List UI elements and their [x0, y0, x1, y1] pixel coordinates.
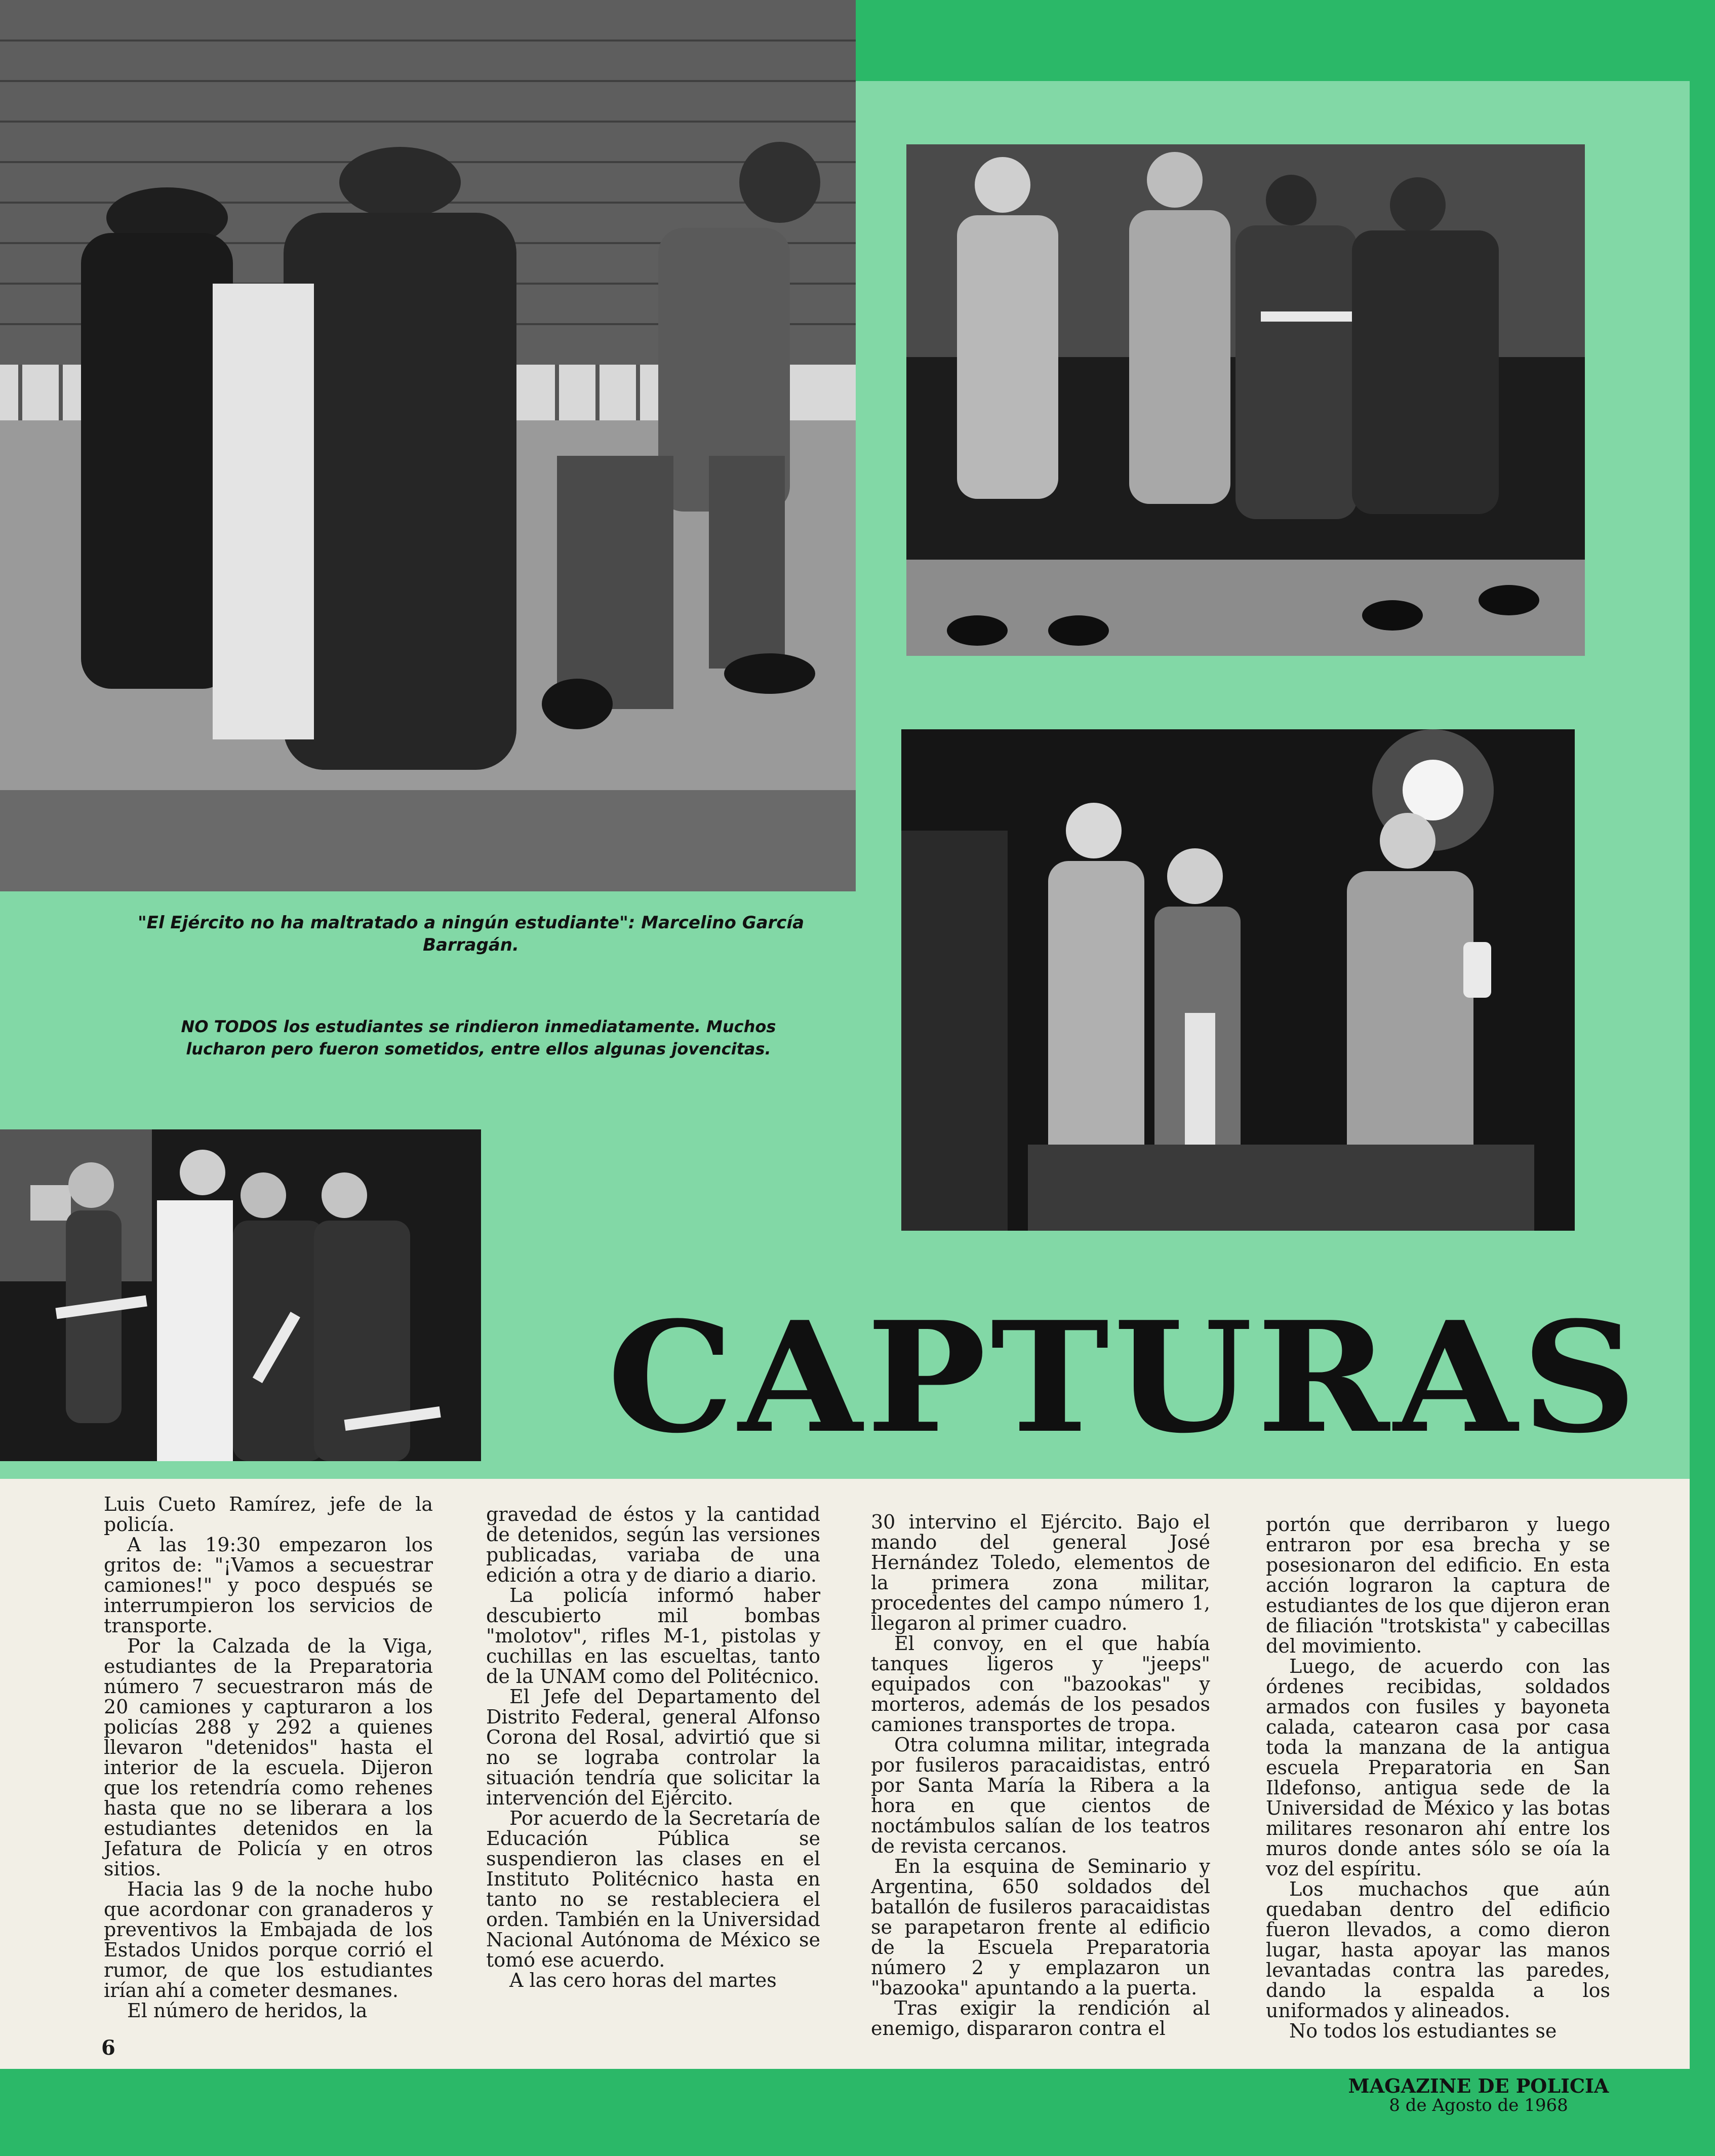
paragraph: A las 19:30 empezaron los gritos de: "¡Vamos a secuestrar camiones!" y poco después se interrumpieron los servicios de transporte.	[104, 1534, 433, 1637]
magazine-footer	[1332, 2076, 1625, 2115]
article-column-2	[486, 1504, 820, 1990]
photo-soldiers-night-struggle	[906, 144, 1585, 656]
article-column-4	[1266, 1514, 1610, 2041]
article-title: CAPTURAS	[607, 1288, 1641, 1467]
paragraph: Hacia las 9 de la noche hubo que acordonar con granaderos y preventivos la Embajada de los Estados Unidos porque corrió el rumor, de que los estudiantes irían ahí a cometer desmanes.	[104, 1878, 433, 2002]
paragraph: Luis Cueto Ramírez, jefe de la policía.	[104, 1493, 433, 1536]
paragraph: A las cero horas del martes	[509, 1969, 777, 1991]
page-number: 6	[101, 2036, 115, 2060]
green-top-strip	[856, 0, 1715, 81]
green-right-border	[1690, 0, 1715, 2156]
paragraph: Luego, de acuerdo con las órdenes recibidas, soldados armados con fusiles y bayoneta calada, catearon casa por casa toda la manzana de la antigua escuela Preparatoria en San Ildefonso, antigua sede de la Universidad de México y las botas militares resonaron ahí entre los muros donde antes sólo se oía la voz del espíritu.	[1266, 1655, 1610, 1880]
paragraph: Los muchachos que aún quedaban dentro del edificio fueron llevados, a como dieron lugar, hasta apoyar las manos levantadas contra las paredes, dando la espalda a los uniformados y alineados.	[1266, 1878, 1610, 2022]
photo-police-group-batons	[0, 1129, 481, 1461]
magazine-name: MAGAZINE DE POLICIA	[1348, 2074, 1609, 2097]
caption-main: "El Ejército no ha maltratado a ningún estudiante": Marcelino García Barragán.	[137, 913, 805, 955]
paragraph: En la esquina de Seminario y Argentina, 650 soldados del batallón de fusileros paracaidistas se parapetaron frente al edificio de la Escuela Preparatoria número 2 y emplazaron un "bazooka" apuntando a la puerta.	[871, 1855, 1210, 1999]
paragraph: 30 intervino el Ejército. Bajo el mando del general José Hernández Toledo, elementos de la primera zona militar, procedentes del campo número 1, llegaron al primer cuadro.	[871, 1511, 1210, 1634]
paragraph: Por acuerdo de la Secretaría de Educación Pública se suspendieron las clases en el Instituto Politécnico hasta en tanto no se restableciera el orden. También en la Universidad Nacional Autónoma de México se tomó ese acuerdo.	[486, 1807, 820, 1971]
article-column-3	[871, 1512, 1210, 2039]
paragraph: El número de heridos, la	[127, 2000, 368, 2022]
paragraph: Por la Calzada de la Viga, estudiantes de la Preparatoria número 7 secuestraron más de 20 camiones y capturaron a los policías 288 y 292 a quienes llevaron "detenidos" hasta el interior de la escuela. Dijeron que los retendría como rehenes hasta que no se liberara a los estudiantes detenidos en la Jefatura de Policía y en otros sitios.	[104, 1635, 433, 1880]
issue-date: 8 de Agosto de 1968	[1389, 2095, 1568, 2115]
paragraph: El convoy, en el que había tanques ligeros y "jeeps" equipados con "bazookas" y morteros, además de los pesados camiones transportes de tropa.	[871, 1632, 1210, 1736]
article-column-1	[104, 1494, 433, 2021]
paragraph: portón que derribaron y luego entraron por esa brecha y se posesionaron del edificio. En esta acción lograron la captura de estudiantes de los que dijeron eran de filiación "trotskista" y cabecillas del movimiento.	[1266, 1513, 1610, 1657]
paragraph: El Jefe del Departamento del Distrito Federal, general Alfonso Corona del Rosal, advirtió que si no se lograba controlar la situación tendría que solicitar la intervención del Ejército.	[486, 1685, 820, 1809]
paragraph: Otra columna militar, integrada por fusileros paracaidistas, entró por Santa María la Ribera a la hora en que cientos de noctámbulos salían de los teatros de revista cercanos.	[871, 1734, 1210, 1857]
paragraph: La policía informó haber descubierto mil bombas "molotov", rifles M-1, pistolas y cuchillas en las escueltas, tanto de la UNAM como del Politécnico.	[486, 1584, 820, 1688]
photo-police-student-street	[0, 0, 856, 891]
caption-second: NO TODOS los estudiantes se rindieron inmediatamente. Muchos lucharon pero fueron sometidos, entre ellos algunas jovencitas.	[181, 1017, 776, 1059]
paragraph: gravedad de éstos y la cantidad de detenidos, según las versiones publicadas, variaba de una edición a otra y de diario a diario.	[486, 1503, 820, 1586]
photo-soldiers-escorting-girl	[901, 729, 1575, 1231]
paragraph: No todos los estudiantes se	[1289, 2020, 1557, 2042]
paragraph: Tras exigir la rendición al enemigo, dispararon contra el	[871, 1997, 1210, 2040]
